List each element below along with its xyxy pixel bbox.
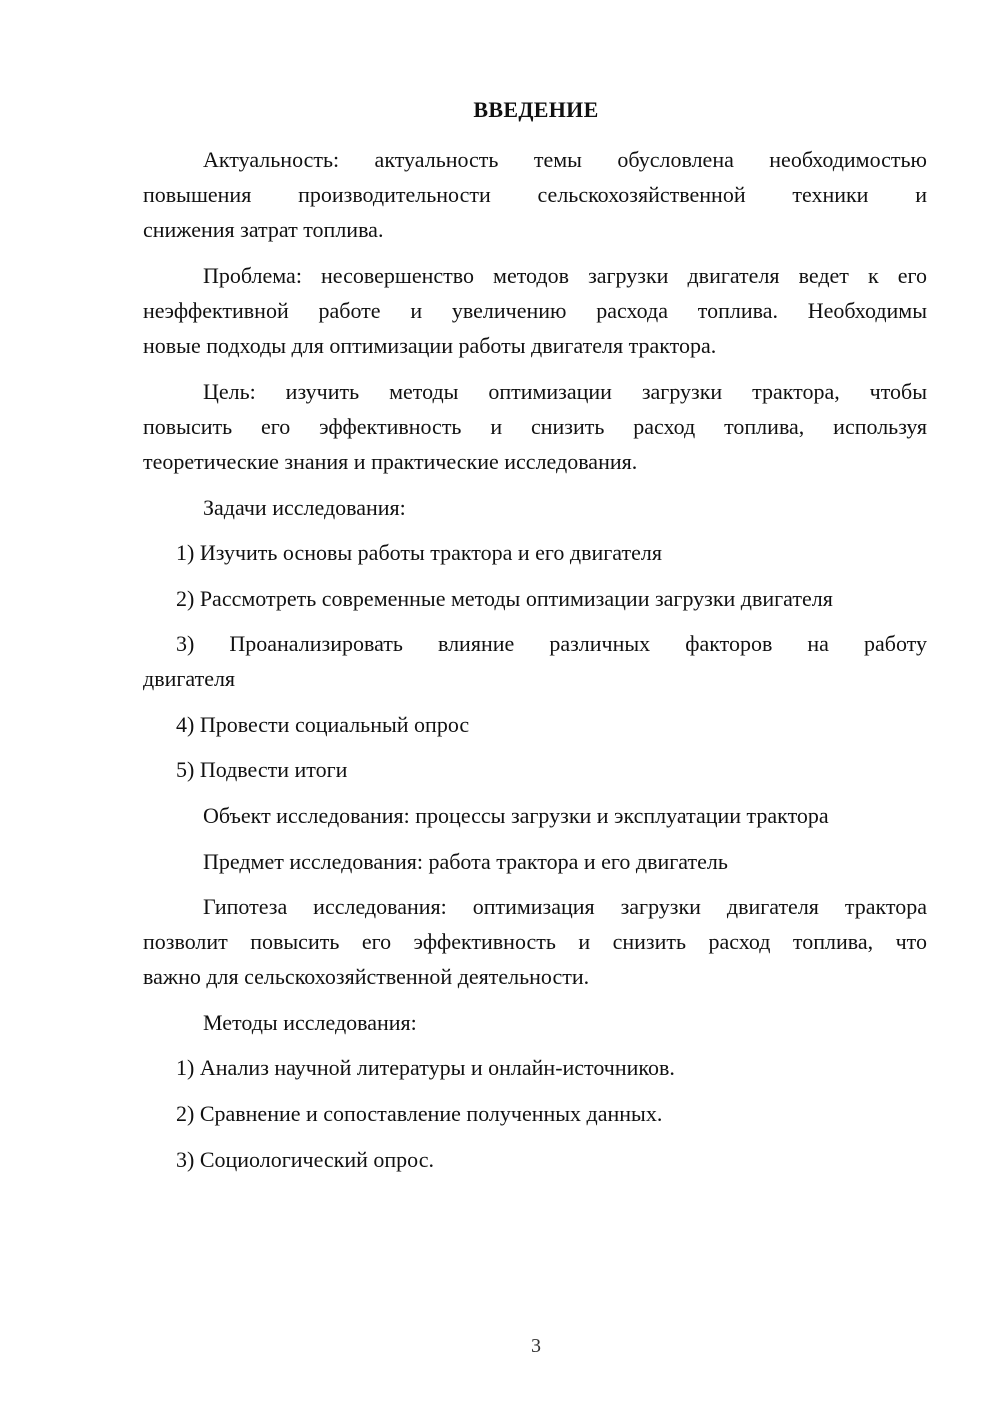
task-item-5: 5) Подвести итоги	[176, 757, 348, 782]
hypothesis-paragraph	[143, 889, 927, 994]
task-item-4: 4) Провести социальный опрос	[176, 712, 470, 737]
goal-line-3: теоретические знания и практические исследования.	[143, 449, 638, 474]
page-title: ВВЕДЕНИЕ	[473, 97, 599, 122]
goal-paragraph	[143, 374, 927, 479]
relevance-paragraph	[143, 142, 927, 247]
problem-paragraph	[143, 258, 927, 363]
task-item-3	[143, 626, 927, 696]
methods-heading: Методы исследования:	[203, 1010, 417, 1035]
method-item-1: 1) Анализ научной литературы и онлайн-источников.	[176, 1055, 675, 1080]
page-number: 3	[531, 1335, 541, 1357]
relevance-line-3: снижения затрат топлива.	[143, 217, 384, 242]
goal-line-1: Цель: изучить методы оптимизации загрузки трактора, чтобы	[203, 379, 927, 404]
hypothesis-line-2: позволит повысить его эффективность и снизить расход топлива, что	[143, 929, 927, 954]
hypothesis-line-1: Гипотеза исследования: оптимизация загрузки двигателя трактора	[203, 894, 927, 919]
relevance-line-1: Актуальность: актуальность темы обусловлена необходимостью	[203, 147, 927, 172]
task-item-1: 1) Изучить основы работы трактора и его двигателя	[176, 540, 662, 565]
goal-line-2: повысить его эффективность и снизить расход топлива, используя	[143, 414, 927, 439]
relevance-line-2: повышения производительности сельскохозяйственной техники и	[143, 182, 927, 207]
research-object: Объект исследования: процессы загрузки и эксплуатации трактора	[203, 803, 829, 828]
hypothesis-line-3: важно для сельскохозяйственной деятельности.	[143, 964, 590, 989]
problem-line-1: Проблема: несовершенство методов загрузки двигателя ведет к его	[203, 263, 927, 288]
task-item-3-line-2: двигателя	[143, 666, 236, 691]
research-subject: Предмет исследования: работа трактора и его двигатель	[203, 849, 728, 874]
method-item-3: 3) Социологический опрос.	[176, 1147, 434, 1172]
method-item-2: 2) Сравнение и сопоставление полученных данных.	[176, 1101, 663, 1126]
tasks-heading: Задачи исследования:	[203, 495, 406, 520]
problem-line-3: новые подходы для оптимизации работы двигателя трактора.	[143, 333, 717, 358]
task-item-2: 2) Рассмотреть современные методы оптимизации загрузки двигателя	[176, 586, 833, 611]
problem-line-2: неэффективной работе и увеличению расхода топлива. Необходимы	[143, 298, 927, 323]
task-item-3-line-1: 3) Проанализировать влияние различных факторов на работу	[176, 631, 927, 656]
